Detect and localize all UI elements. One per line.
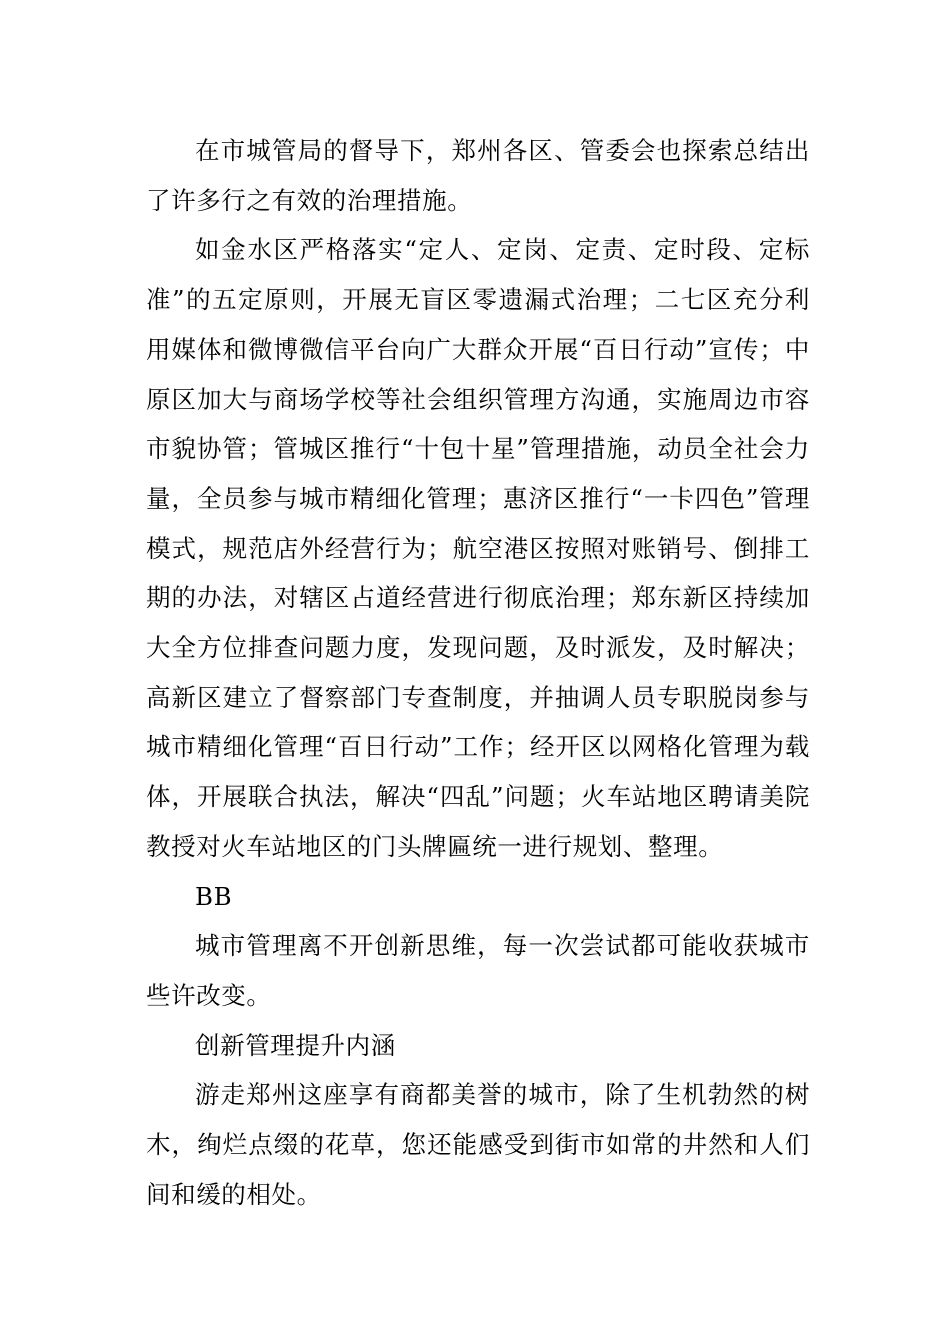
section-heading: 创新管理提升内涵 — [195, 1030, 396, 1060]
document-body — [146, 126, 810, 1219]
paragraph-innovation: 城市管理离不开创新思维，每一次尝试都可能收获城市些许改变。 — [146, 931, 810, 1010]
paragraph-supervision: 在市城管局的督导下，郑州各区、管委会也探索总结出了许多行之有效的治理措施。 — [146, 136, 810, 215]
paragraph-district-measures: 如金水区严格落实“定人、定岗、定责、定时段、定标准”的五定原则，开展无盲区零遗漏式治理；二七区充分利用媒体和微博微信平台向广大群众开展“百日行动”宣传；中原区加大与商场学校等社会组织管理方沟通，实施周边市容市貌协管；管城区推行“十包十星”管理措施，动员全社会力量，全员参与城市精细化管理；惠济区推行“一卡四色”管理模式，规范店外经营行为；航空港区按照对账销号、倒排工期的办法，对辖区占道经营进行彻底治理；郑东新区持续加大全方位排查问题力度，发现问题，及时派发，及时解决；高新区建立了督察部门专查制度，并抽调人员专职脱岗参与城市精细化管理“百日行动”工作；经开区以网格化管理为载体，开展联合执法，解决“四乱”问题；火车站地区聘请美院教授对火车站地区的门头牌匾统一进行规划、整理。 — [146, 235, 810, 861]
paragraph-marker: BB — [195, 881, 233, 911]
paragraph-city-impression: 游走郑州这座享有商都美誉的城市，除了生机勃然的树木，绚烂点缀的花草，您还能感受到街市如常的井然和人们间和缓的相处。 — [146, 1080, 810, 1209]
